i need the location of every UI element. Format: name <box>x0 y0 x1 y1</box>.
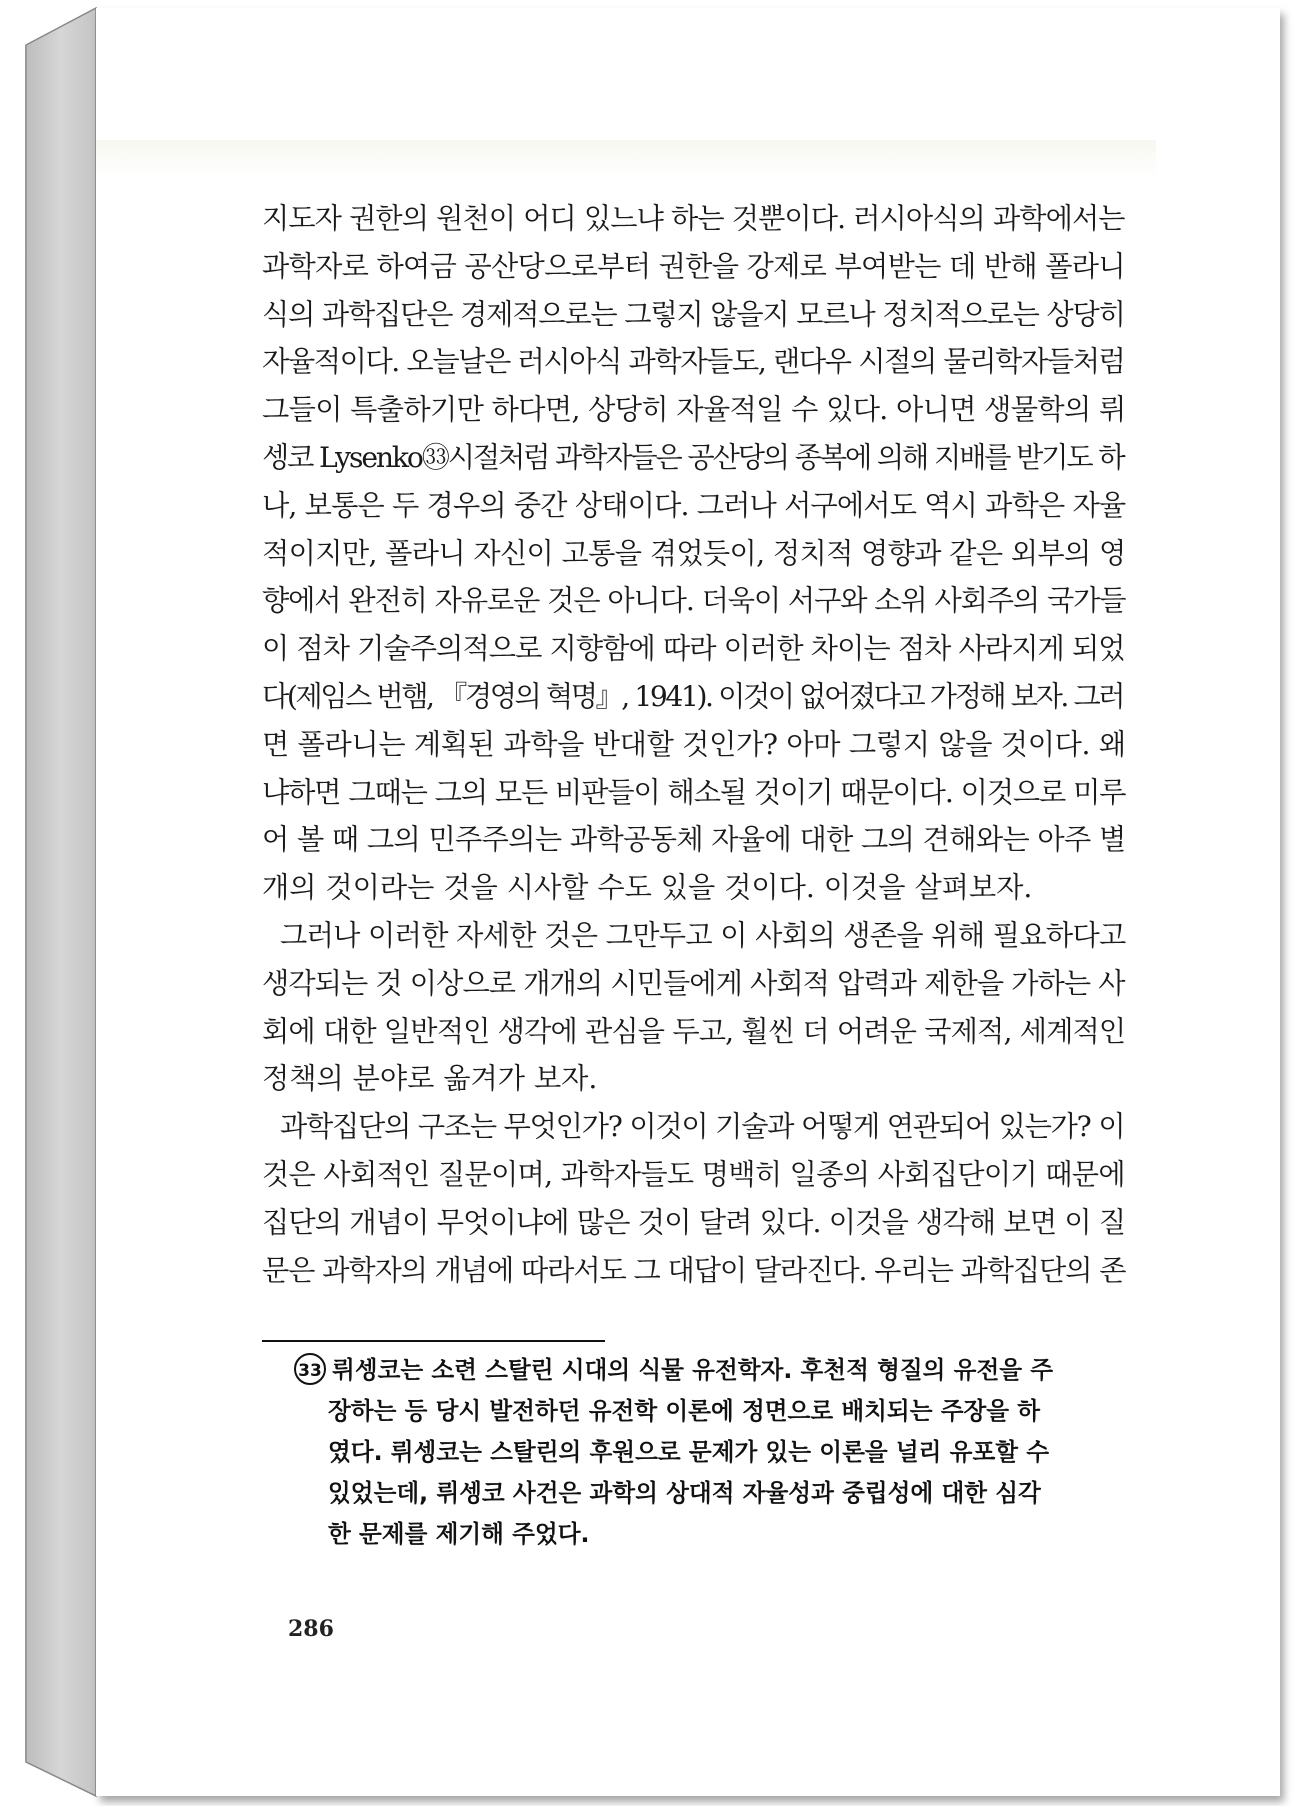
body-line: 이 점차 기술주의적으로 지향함에 따라 이러한 차이는 점차 사라지게 되었 <box>262 632 1125 666</box>
body-line: 향에서 완전히 자유로운 것은 아니다. 더욱이 서구와 소위 사회주의 국가들 <box>262 584 1126 618</box>
body-line: 식의 과학집단은 경제적으로는 그렇지 않을지 모르나 정치적으로는 상당히 <box>262 297 1125 331</box>
footnote-marker: 33 <box>294 1353 326 1385</box>
footnote <box>294 1350 1126 1555</box>
body-line: 집단의 개념이 무엇이냐에 많은 것이 달려 있다. 이것을 생각해 보면 이 질 <box>262 1205 1126 1239</box>
body-line: 생각되는 것 이상으로 개개의 시민들에게 사회적 압력과 제한을 가하는 사 <box>262 966 1125 1000</box>
body-line: 개의 것이라는 것을 시사할 수도 있을 것이다. 이것을 살펴보자. <box>262 871 1033 905</box>
body-line: 과학자로 하여금 공산당으로부터 권한을 강제로 부여받는 데 반해 폴라니 <box>262 249 1125 283</box>
body-line: 나, 보통은 두 경우의 중간 상태이다. 그러나 서구에서도 역시 과학은 자율 <box>262 488 1126 522</box>
body-line: 지도자 권한의 원천이 어디 있느냐 하는 것뿐이다. 러시아식의 과학에서는 <box>262 202 1125 235</box>
body-text <box>262 195 1126 1294</box>
body-line: 적이지만, 폴라니 자신이 고통을 겪었듯이, 정치적 영향과 같은 외부의 영 <box>262 536 1126 570</box>
footnote-line: 한 문제를 제기해 주었다. <box>328 1520 590 1548</box>
footnote-line <box>294 1350 1126 1391</box>
body-line: 문은 과학자의 개념에 따라서도 그 대답이 달라진다. 우리는 과학집단의 존 <box>262 1253 1126 1287</box>
body-line: 셍코 Lysenko㉝시절처럼 과학자들은 공산당의 종복에 의해 지배를 받기도 하 <box>262 440 1124 474</box>
body-line: 냐하면 그때는 그의 모든 비판들이 해소될 것이기 때문이다. 이것으로 미루 <box>262 775 1126 809</box>
footnote-line: 있었는데, 뤼셍코 사건은 과학의 상대적 자율성과 중립성에 대한 심각 <box>328 1479 1041 1507</box>
body-line: 정책의 분야로 옮겨가 보자. <box>262 1062 598 1096</box>
body-line: 다(제임스 번햄, 『경영의 혁명』, 1941). 이것이 없어졌다고 가정해 보자. 그러 <box>262 679 1124 713</box>
body-line: 그러나 이러한 자세한 것은 그만두고 이 사회의 생존을 위해 필요하다고 <box>280 918 1126 952</box>
body-line: 것은 사회적인 질문이며, 과학자들도 명백히 일종의 사회집단이기 때문에 <box>262 1157 1125 1191</box>
body-line: 자율적이다. 오늘날은 러시아식 과학자들도, 랜다우 시절의 물리학자들처럼 <box>262 345 1125 379</box>
body-line: 그들이 특출하기만 하다면, 상당히 자율적일 수 있다. 아니면 생물학의 뤼 <box>262 393 1126 427</box>
footnote-divider <box>262 1340 605 1342</box>
body-line: 어 볼 때 그의 민주주의는 과학공동체 자율에 대한 그의 견해와는 아주 별 <box>262 823 1126 857</box>
page-shading <box>96 140 1156 180</box>
footnote-text: 뤼셍코는 소련 스탈린 시대의 식물 유전학자. 후천적 형질의 유전을 주 <box>332 1356 1054 1384</box>
footnote-line: 였다. 뤼셍코는 스탈린의 후원으로 문제가 있는 이론을 널리 유포할 수 <box>328 1438 1050 1466</box>
body-line: 회에 대한 일반적인 생각에 관심을 두고, 훨씬 더 어려운 국제적, 세계적인 <box>262 1014 1126 1048</box>
page-number: 286 <box>288 1616 334 1642</box>
body-line: 면 폴라니는 계획된 과학을 반대할 것인가? 아마 그렇지 않을 것이다. 왜 <box>262 727 1126 761</box>
footnote-line: 장하는 등 당시 발전하던 유전학 이론에 정면으로 배치되는 주장을 하 <box>328 1397 1041 1425</box>
body-line: 과학집단의 구조는 무엇인가? 이것이 기술과 어떻게 연관되어 있는가? 이 <box>280 1110 1125 1144</box>
